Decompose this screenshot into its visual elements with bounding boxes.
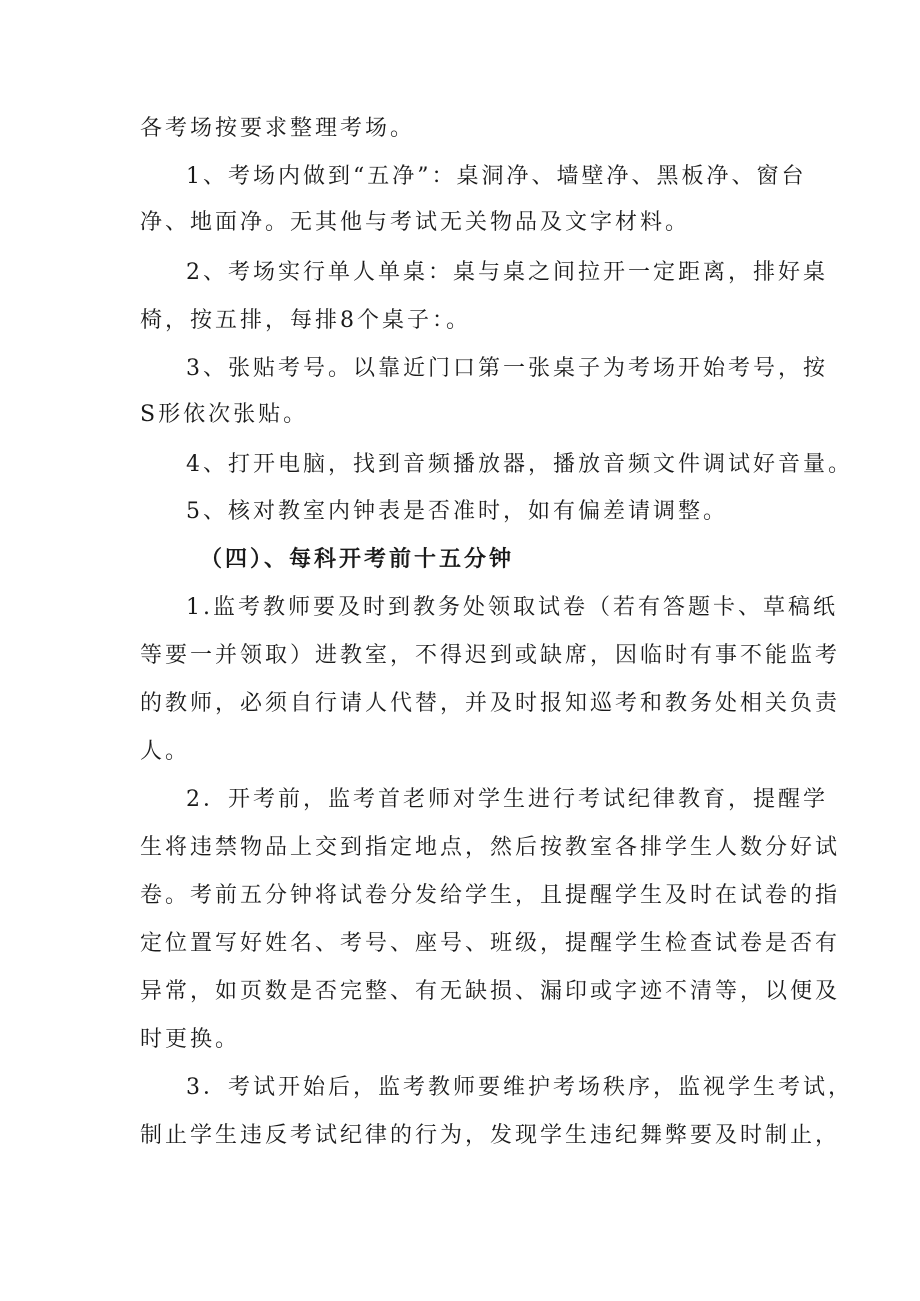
list-item-3-line: 3、张贴考号。以靠近门口第一张桌子为考场开始考号，按 [186,356,828,381]
paragraph-1-line: 等要一并领取）进教室，不得迟到或缺席，因临时有事不能监考 [140,643,841,668]
section-heading: （四）、每科开考前十五分钟 [200,547,515,572]
paragraph-2-line: 时更换。 [140,1027,241,1052]
list-item-2-line: 2、考场实行单人单桌：桌与桌之间拉开一定距离，排好桌 [186,260,828,285]
paragraph-1-line: 1.监考教师要及时到教务处领取试卷（若有答题卡、草稿纸 [186,595,838,620]
paragraph-2-line: 定位置写好姓名、考号、座号、班级，提醒学生检查试卷是否有 [140,931,841,956]
paragraph-2-line: 异常，如页数是否完整、有无缺损、漏印或字迹不清等，以便及 [140,979,841,1004]
list-item-1-line: 净、地面净。无其他与考试无关物品及文字材料。 [140,210,691,235]
list-item-4-line: 4、打开电脑，找到音频播放器，播放音频文件调试好音量。 [186,452,853,477]
paragraph-2-line: 2．开考前，监考首老师对学生进行考试纪律教育，提醒学 [186,787,828,812]
paragraph-1-line: 人。 [140,739,191,764]
paragraph-line: 各考场按要求整理考场。 [140,116,416,141]
paragraph-2-line: 卷。考前五分钟将试卷分发给学生，且提醒学生及时在试卷的指 [140,883,841,908]
list-item-5-line: 5、核对教室内钟表是否准时，如有偏差请调整。 [186,499,728,524]
list-item-3-line: S形依次张贴。 [140,402,309,427]
paragraph-3-line: 3．考试开始后，监考教师要维护考场秩序，监视学生考试， [186,1075,853,1100]
list-item-1-line: 1、考场内做到“五净”：桌洞净、墙壁净、黑板净、窗台 [186,164,807,189]
paragraph-2-line: 生将违禁物品上交到指定地点，然后按教室各排学生人数分好试 [140,835,841,860]
list-item-2-line: 椅，按五排，每排8个桌子：。 [140,308,471,333]
paragraph-1-line: 的教师，必须自行请人代替，并及时报知巡考和教务处相关负责 [140,691,841,716]
paragraph-3-line: 制止学生违反考试纪律的行为，发现学生违纪舞弊要及时制止， [140,1123,841,1148]
